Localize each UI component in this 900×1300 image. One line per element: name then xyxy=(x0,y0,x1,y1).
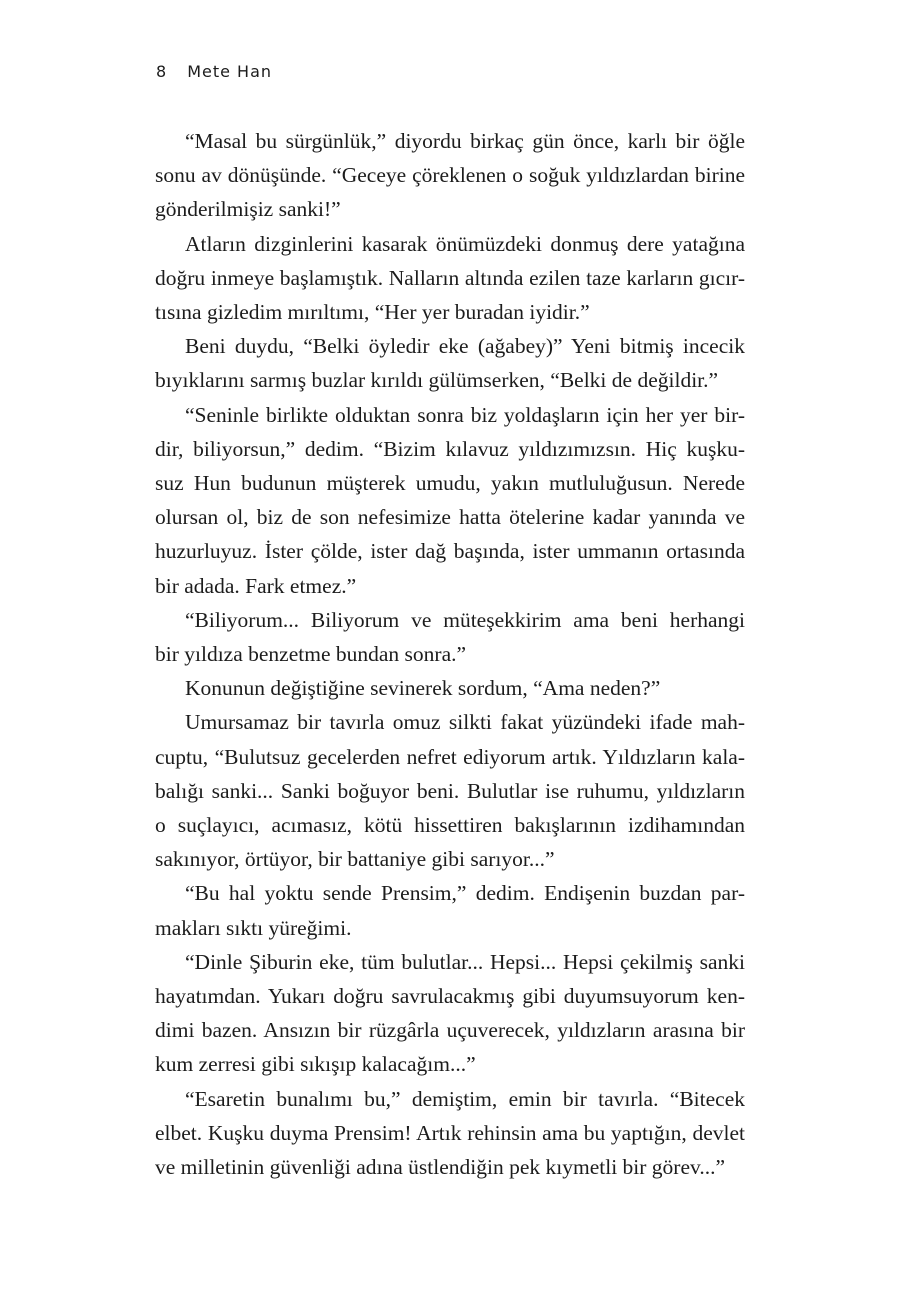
paragraph xyxy=(155,227,745,330)
text-line: suz Hun budunun müşterek umudu, yakın mutluluğusun. Nerede xyxy=(155,471,745,496)
paragraph xyxy=(155,671,745,705)
paragraph xyxy=(155,705,745,876)
text-line: Umursamaz bir tavırla omuz silkti fakat yüzündeki ifade mah- xyxy=(185,710,745,735)
text-line: sakınıyor, örtüyor, bir battaniye gibi sarıyor...” xyxy=(155,847,555,872)
text-line: huzurluyuz. İster çölde, ister dağ başında, ister ummanın ortasında xyxy=(155,539,745,564)
text-line: hayatımdan. Yukarı doğru savrulacakmış gibi duyumsuyorum ken- xyxy=(155,984,745,1009)
text-line: makları sıktı yüreğimi. xyxy=(155,915,352,940)
text-line: Konunun değiştiğine sevinerek sordum, “Ama neden?” xyxy=(185,676,661,701)
text-line: bıyıklarını sarmış buzlar kırıldı gülümserken, “Belki de değildir.” xyxy=(155,368,719,393)
page-number: 8 xyxy=(156,62,168,81)
running-header xyxy=(156,62,272,81)
text-line: gönderilmişiz sanki!” xyxy=(155,197,341,222)
text-line: “Bu hal yoktu sende Prensim,” dedim. Endişenin buzdan par- xyxy=(185,881,745,906)
text-line: “Masal bu sürgünlük,” diyordu birkaç gün önce, karlı bir öğle xyxy=(185,129,745,153)
text-line: sonu av dönüşünde. “Geceye çöreklenen o soğuk yıldızlardan birine xyxy=(155,163,745,188)
text-line: elbet. Kuşku duyma Prensim! Artık rehinsin ama bu yaptığın, devlet xyxy=(155,1120,745,1145)
paragraph xyxy=(155,398,745,603)
text-line: “Seninle birlikte olduktan sonra biz yoldaşların için her yer bir- xyxy=(185,402,745,427)
text-line: doğru inmeye başlamıştık. Nalların altında ezilen taze karların gıcır- xyxy=(155,265,745,290)
text-line: tısına gizledim mırıltımı, “Her yer buradan iyidir.” xyxy=(155,300,590,325)
text-line: dir, biliyorsun,” dedim. “Bizim kılavuz yıldızımızsın. Hiç kuşku- xyxy=(155,436,745,461)
author-name: Mete Han xyxy=(187,62,273,81)
text-line: o suçlayıcı, acımasız, kötü hissettiren bakışlarının izdihamından xyxy=(155,813,745,838)
paragraph xyxy=(155,945,745,1082)
text-line: kum zerresi gibi sıkışıp kalacağım...” xyxy=(155,1052,476,1077)
text-line: Beni duydu, “Belki öyledir eke (ağabey)” Yeni bitmiş incecik xyxy=(185,334,745,359)
paragraph xyxy=(155,124,745,227)
text-line: dimi bazen. Ansızın bir rüzgârla uçuverecek, yıldızların arasına bir xyxy=(155,1018,745,1043)
text-line: balığı sanki... Sanki boğuyor beni. Bulutlar ise ruhumu, yıldızların xyxy=(155,778,745,803)
paragraph xyxy=(155,876,745,944)
text-line: ve milletinin güvenliği adına üstlendiğin pek kıymetli bir görev...” xyxy=(155,1155,726,1180)
text-line: bir adada. Fark etmez.” xyxy=(155,573,357,598)
text-line: “Esaretin bunalımı bu,” demiştim, emin bir tavırla. “Bitecek xyxy=(185,1086,745,1111)
text-line: olursan ol, biz de son nefesimize hatta ötelerine kadar yanında ve xyxy=(155,505,745,530)
text-line: Atların dizginlerini kasarak önümüzdeki donmuş dere yatağına xyxy=(185,231,745,256)
paragraph xyxy=(155,329,745,397)
text-line: cuptu, “Bulutsuz gecelerden nefret ediyorum artık. Yıldızların kala- xyxy=(155,744,745,769)
text-line: bir yıldıza benzetme bundan sonra.” xyxy=(155,642,467,667)
text-line: “Dinle Şiburin eke, tüm bulutlar... Hepsi... Hepsi çekilmiş sanki xyxy=(185,949,745,974)
paragraph xyxy=(155,603,745,671)
paragraph xyxy=(155,1082,745,1185)
body-text xyxy=(155,124,745,1184)
text-line: “Biliyorum... Biliyorum ve müteşekkirim ama beni herhangi xyxy=(185,607,745,632)
